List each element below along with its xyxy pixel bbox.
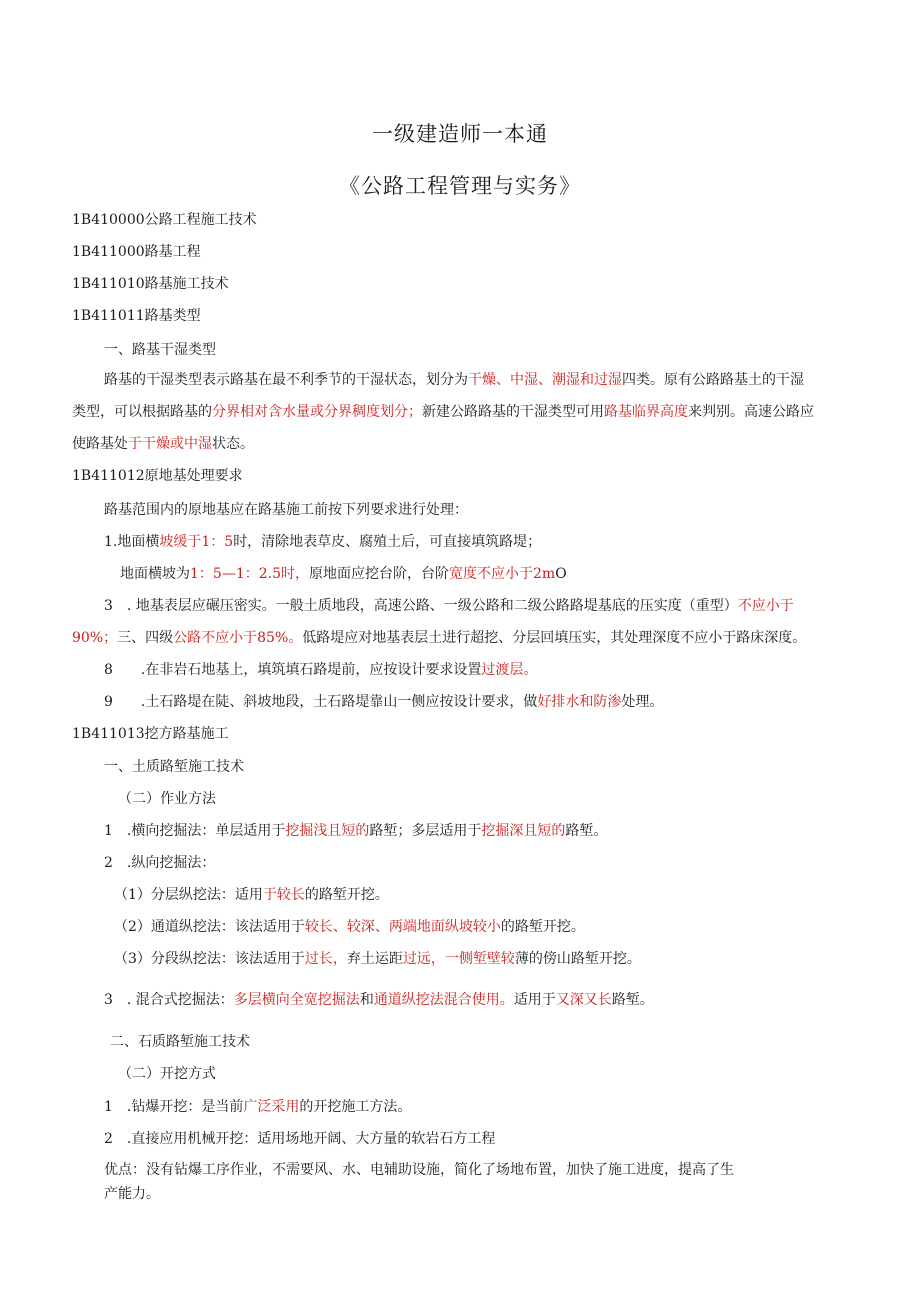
text-segment: 1B410000公路工程施工技术 <box>72 212 257 228</box>
text-segment: （二）作业方法 <box>118 791 216 807</box>
text-line <box>104 821 607 841</box>
text-line <box>114 917 585 937</box>
text-segment: 路堑；多层适用于 <box>369 823 482 839</box>
text-segment: 来判别。高速公路应 <box>688 404 814 420</box>
text-line <box>104 692 663 712</box>
highlighted-text: 宽度不应小于2m <box>449 566 556 582</box>
text-segment: 路堑。 <box>565 823 608 839</box>
text-segment: 路基范围内的原地基应在路基施工前按下列要求进行处理： <box>104 502 468 518</box>
text-segment: 1B411010路基施工技术 <box>72 276 229 292</box>
text-segment: 三、四级 <box>117 630 174 646</box>
text-segment: 原地面应挖台阶，台阶 <box>309 566 449 582</box>
text-line <box>120 564 567 584</box>
text-segment: 的开挖施工方法。 <box>299 1099 412 1115</box>
text-segment: 9 .土石路堤在陡、斜坡地段，土石路堤靠山一侧应按设计要求，做 <box>104 694 538 710</box>
text-line <box>72 628 806 648</box>
text-line <box>104 660 537 680</box>
text-line <box>72 724 229 744</box>
text-segment: 优点：没有钻爆工序作业，不需要风、水、电辅助设施，简化了场地布置，加快了施工进度，提高了生 <box>104 1162 734 1178</box>
text-segment: 地面横坡为 <box>120 566 190 582</box>
text-line <box>72 402 814 422</box>
text-segment: （二）开挖方式 <box>118 1066 216 1082</box>
text-segment: 薄的傍山路堑开挖。 <box>514 951 641 967</box>
text-line <box>114 885 389 905</box>
highlighted-text: 过长， <box>304 951 347 967</box>
text-segment: 1B411000路基工程 <box>72 244 201 260</box>
text-segment: 3 . 混合式挖掘法： <box>104 992 234 1008</box>
text-line <box>104 1097 411 1117</box>
text-line <box>72 210 257 230</box>
highlighted-text: 1：5—1：2.5时， <box>190 566 309 582</box>
text-line <box>104 500 468 520</box>
text-segment: O <box>555 566 567 582</box>
text-segment: 新建公路路基的干湿类型可用 <box>422 404 604 420</box>
text-line <box>118 1064 216 1084</box>
text-segment: 状态。 <box>212 436 254 452</box>
text-segment: （1）分层纵挖法：适用 <box>114 887 263 903</box>
text-segment: 1 .钻爆开挖：是当前 <box>104 1099 244 1115</box>
text-line <box>110 1032 250 1052</box>
text-line <box>72 466 243 486</box>
text-segment: （2）通道纵挖法：该法适用于 <box>114 919 305 935</box>
text-segment: 1 .横向挖掘法：单层适用于 <box>104 823 286 839</box>
text-segment: 1B411013挖方路基施工 <box>72 726 229 742</box>
text-line <box>104 596 794 616</box>
highlighted-text: 多层横向全宽挖掘法 <box>233 992 360 1008</box>
highlighted-text: 于干燥或中湿 <box>128 436 212 452</box>
highlighted-text: 于较长 <box>262 887 305 903</box>
text-segment: 1B411012原地基处理要求 <box>72 468 243 484</box>
highlighted-text: 又深又长 <box>555 992 612 1008</box>
text-line <box>104 1160 734 1180</box>
text-segment: 弃土运距 <box>346 951 403 967</box>
highlighted-text: 公路不应小于85%。 <box>173 630 303 646</box>
text-line <box>118 789 216 809</box>
highlighted-text: 不应小于 <box>737 598 794 614</box>
text-segment: 低路堤应对地基表层土进行超挖、分层回填压实，其处理深度不应小于路床深度。 <box>302 630 807 646</box>
text-line <box>104 1129 495 1149</box>
text-line <box>72 434 254 454</box>
text-segment: 1B411011路基类型 <box>72 308 201 324</box>
text-segment: 3 . 地基表层应碾压密实。一般土质地段，高速公路、一级公路和二级公路路堤基底的压实度（重型） <box>104 598 738 614</box>
text-line <box>72 242 201 262</box>
highlighted-text: 过渡层。 <box>481 662 538 678</box>
highlighted-text: 90%； <box>72 630 118 646</box>
highlighted-text: 路基临界高度 <box>604 404 688 420</box>
highlighted-text: 过远，一侧堑壁较 <box>402 951 515 967</box>
text-segment: 路堑。 <box>611 992 654 1008</box>
text-line <box>104 340 216 360</box>
text-segment: 处理。 <box>621 694 664 710</box>
text-segment: 二、石质路堑施工技术 <box>110 1034 250 1050</box>
highlighted-text: 挖掘浅且短的 <box>285 823 370 839</box>
text-line <box>72 306 201 326</box>
text-line <box>114 949 641 969</box>
text-segment: 一、土质路堑施工技术 <box>104 759 244 775</box>
highlighted-text: 挖掘深且短的 <box>481 823 566 839</box>
text-line <box>104 532 541 552</box>
text-line <box>104 757 244 777</box>
text-segment: 适用于 <box>513 992 556 1008</box>
document-title: 一级建造师一本通 <box>372 122 548 146</box>
text-line <box>104 990 654 1010</box>
highlighted-text: 通道纵挖法混合使用。 <box>373 992 514 1008</box>
document-subtitle: 《公路工程管理与实务》 <box>339 174 581 198</box>
highlighted-text: 好排水和防渗 <box>537 694 622 710</box>
text-segment: 的路堑开挖。 <box>500 919 585 935</box>
text-line <box>104 853 215 873</box>
highlighted-text: 较长、较深、两端地面纵坡较小 <box>304 919 501 935</box>
text-segment: 1.地面横 <box>104 534 160 550</box>
text-line <box>72 274 229 294</box>
text-segment: 2 .纵向挖掘法： <box>104 855 216 871</box>
text-segment: 使路基处 <box>72 436 128 452</box>
highlighted-text: 分界相对含水量或分界稠度划分； <box>212 404 422 420</box>
text-segment: 时，清除地表草皮、腐殖土后，可直接填筑路堤； <box>233 534 542 550</box>
text-line <box>104 370 804 390</box>
highlighted-text: 干燥、中湿、潮湿和过湿 <box>468 372 622 388</box>
text-segment: 路基的干湿类型表示路基在最不利季节的干湿状态，划分为 <box>104 372 468 388</box>
text-segment: 8 .在非岩石地基上，填筑填石路堤前，应按设计要求设置 <box>104 662 482 678</box>
text-segment: 和 <box>359 992 374 1008</box>
highlighted-text: 广泛采用 <box>243 1099 300 1115</box>
text-line <box>104 1184 160 1204</box>
text-segment: 一、路基干湿类型 <box>104 342 216 358</box>
text-segment: 产能力。 <box>104 1186 160 1202</box>
highlighted-text: 坡缓于1：5 <box>159 534 234 550</box>
text-segment: （3）分段纵挖法：该法适用于 <box>114 951 305 967</box>
text-segment: 类型，可以根据路基的 <box>72 404 212 420</box>
text-segment: 四类。原有公路路基土的干湿 <box>622 372 804 388</box>
text-segment: 2 .直接应用机械开挖：适用场地开阔、大方量的软岩石方工程 <box>104 1131 496 1147</box>
text-segment: 的路堑开挖。 <box>304 887 389 903</box>
